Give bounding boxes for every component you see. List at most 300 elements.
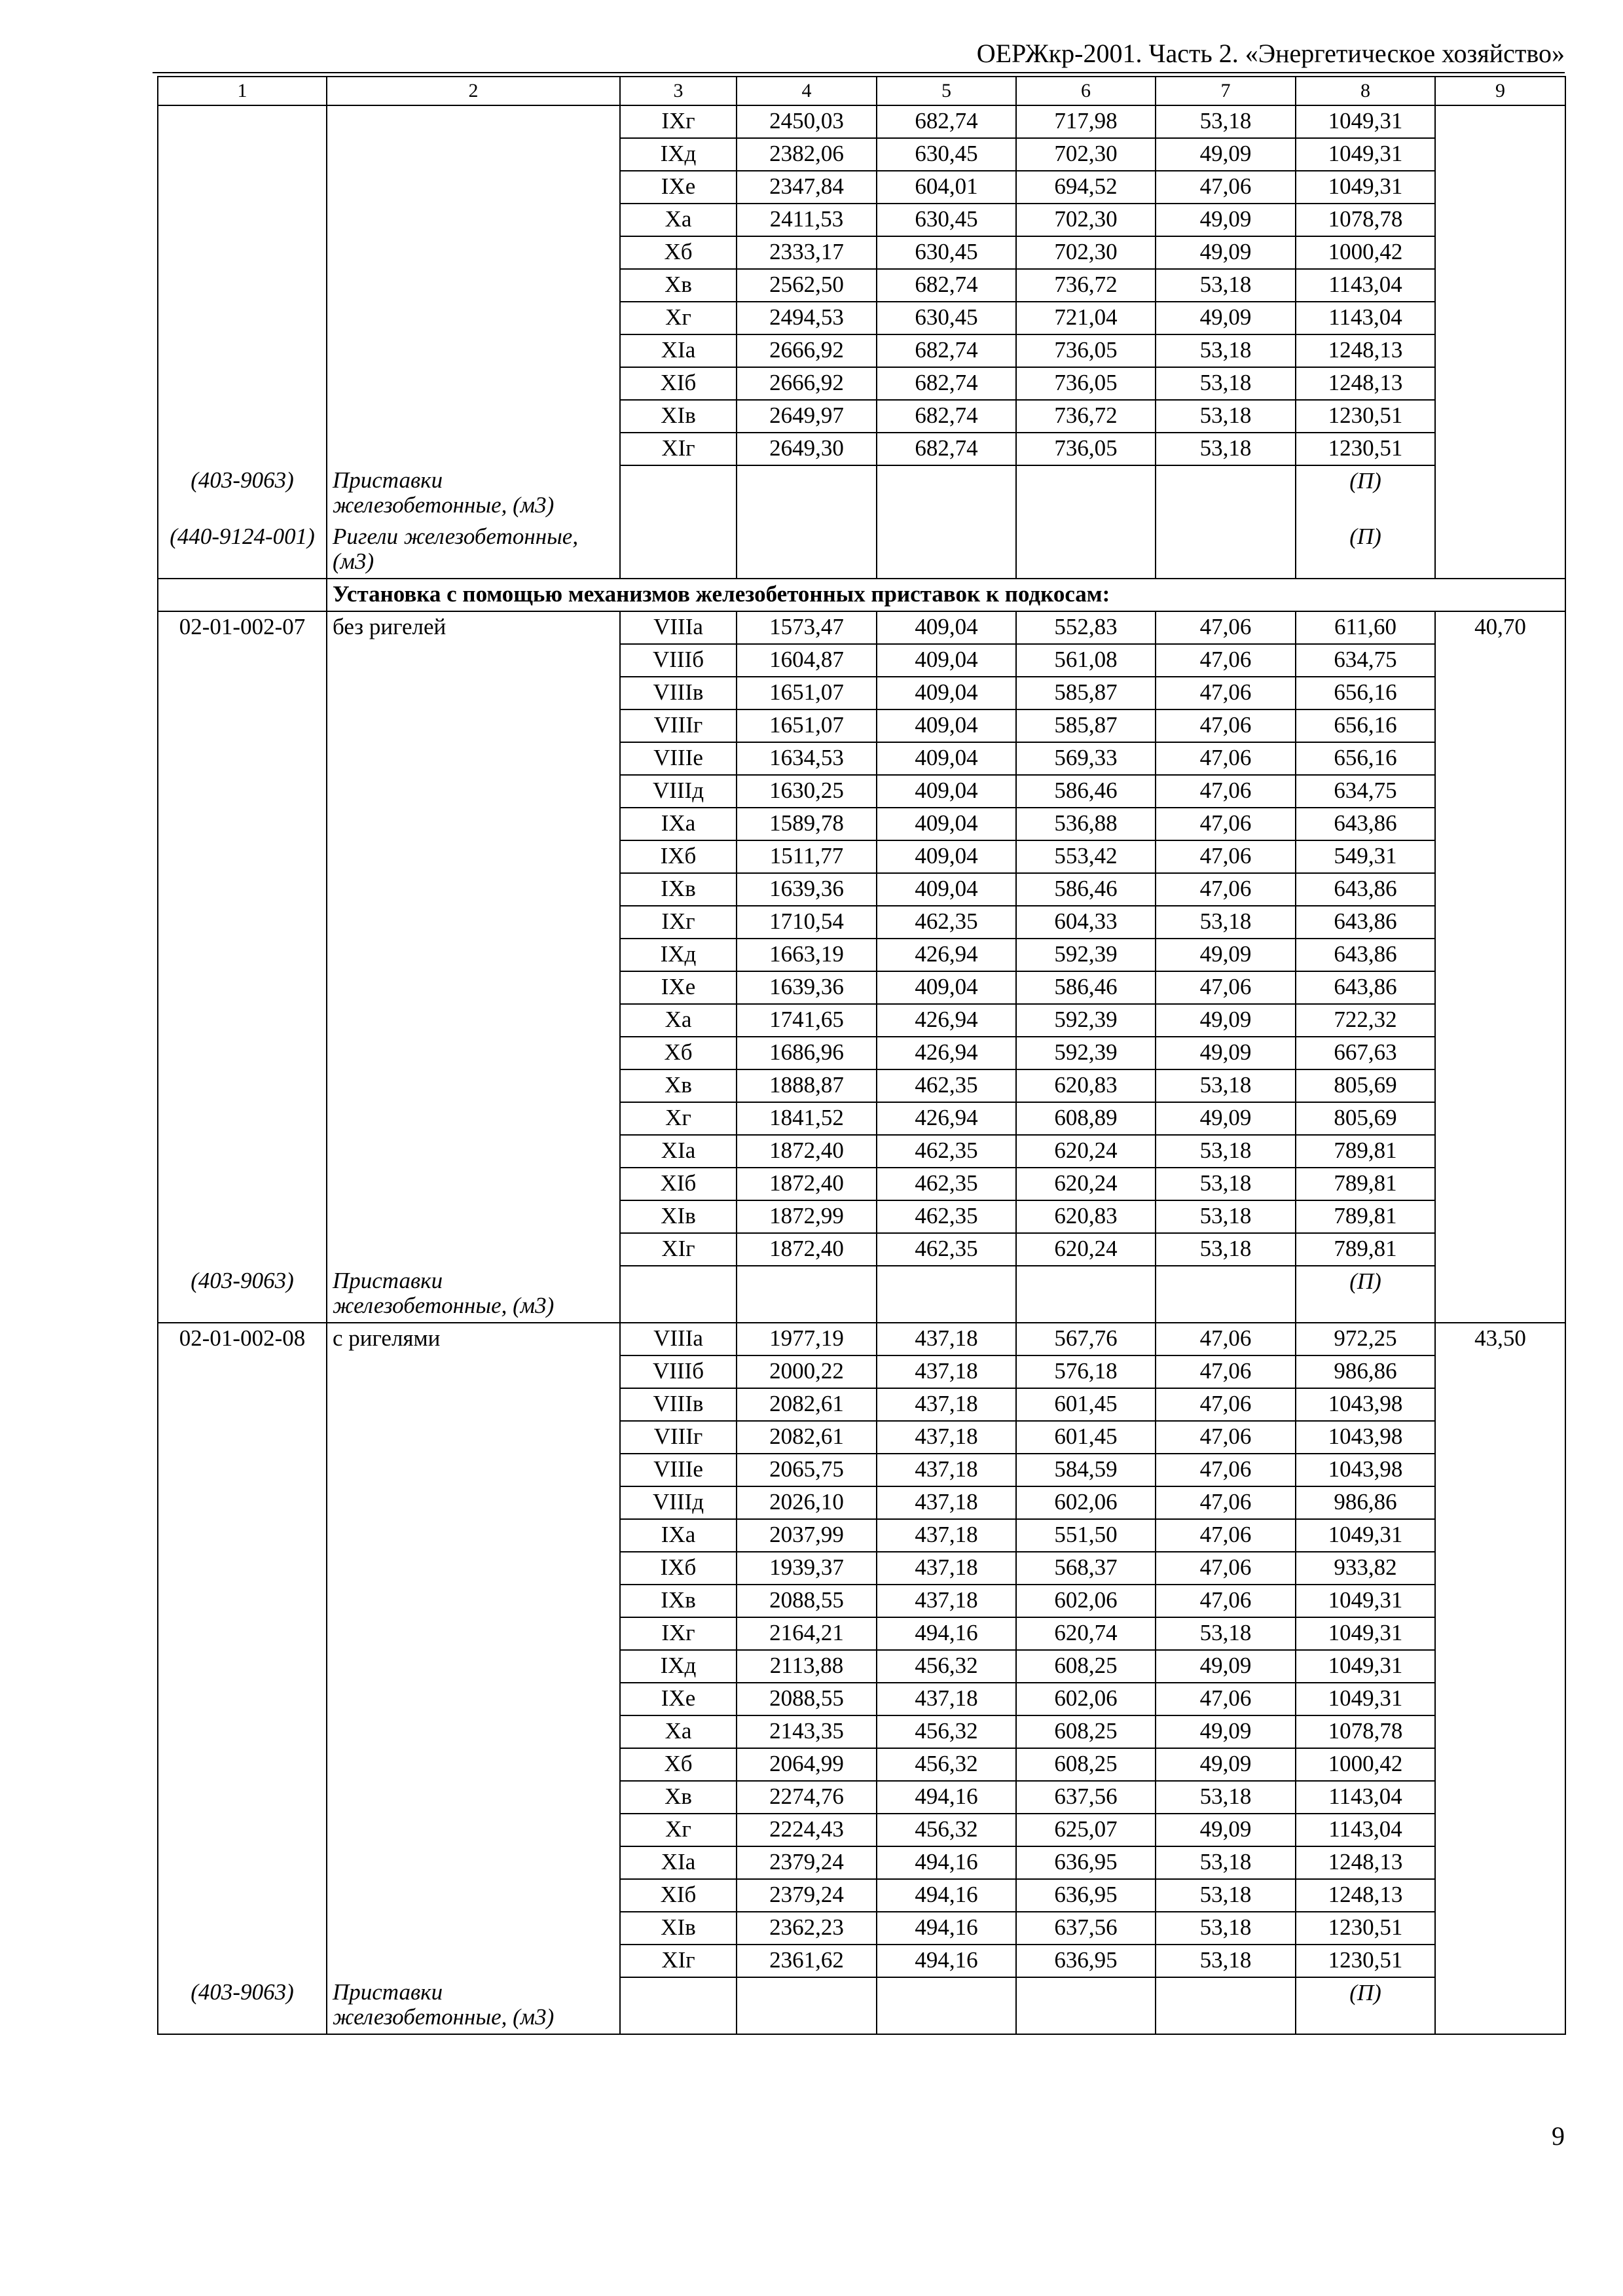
- labor-cost: 630,45: [877, 236, 1016, 269]
- material-cost: 986,86: [1296, 1355, 1435, 1388]
- total-cost: 2064,99: [737, 1748, 877, 1781]
- total-cost: 1639,36: [737, 873, 877, 906]
- column-number: 6: [1016, 77, 1156, 105]
- machine-cost: 717,98: [1016, 105, 1156, 138]
- note-empty-cell: [1016, 1266, 1156, 1323]
- labor-hours-empty: [1435, 367, 1565, 400]
- total-cost: 2347,84: [737, 171, 877, 204]
- material-cost: 1043,98: [1296, 1421, 1435, 1454]
- total-cost: 2164,21: [737, 1617, 877, 1650]
- machine-cost: 702,30: [1016, 236, 1156, 269]
- rate-code-empty: [158, 1519, 327, 1552]
- table-row: [158, 1945, 1565, 1977]
- operator-wage: 47,06: [1156, 775, 1296, 808]
- work-name-empty: [327, 236, 620, 269]
- rate-code-empty: [158, 1814, 327, 1846]
- machine-cost: 736,05: [1016, 334, 1156, 367]
- section-title: Установка с помощью механизмов железобетонных приставок к подкосам:: [327, 579, 1565, 611]
- operator-wage: 53,18: [1156, 1945, 1296, 1977]
- rate-code-empty: [158, 1004, 327, 1037]
- total-cost: 2082,61: [737, 1388, 877, 1421]
- rate-category: Xв: [620, 1781, 737, 1814]
- total-cost: 1511,77: [737, 840, 877, 873]
- table-row: [158, 138, 1565, 171]
- rate-code-empty: [158, 1945, 327, 1977]
- operator-wage: 53,18: [1156, 334, 1296, 367]
- note-empty-cell: [877, 1977, 1016, 2034]
- material-cost: 972,25: [1296, 1323, 1435, 1355]
- total-cost: 2143,35: [737, 1715, 877, 1748]
- rate-category: IXг: [620, 906, 737, 939]
- material-cost: 1049,31: [1296, 1617, 1435, 1650]
- rate-code-empty: [158, 775, 327, 808]
- operator-wage: 53,18: [1156, 433, 1296, 465]
- material-cost: 1143,04: [1296, 1814, 1435, 1846]
- labor-hours-empty: [1435, 1650, 1565, 1683]
- total-cost: 2382,06: [737, 138, 877, 171]
- operator-wage: 49,09: [1156, 939, 1296, 971]
- material-cost: 1078,78: [1296, 204, 1435, 236]
- resource-note-row: [158, 1266, 1565, 1323]
- labor-cost: 630,45: [877, 302, 1016, 334]
- rate-category: IXг: [620, 105, 737, 138]
- labor-cost: 456,32: [877, 1715, 1016, 1748]
- material-cost: 643,86: [1296, 906, 1435, 939]
- operator-wage: 47,06: [1156, 677, 1296, 709]
- table-row: [158, 105, 1565, 138]
- table-row: [158, 1388, 1565, 1421]
- labor-hours-empty: [1435, 840, 1565, 873]
- labor-hours-empty: [1435, 1519, 1565, 1552]
- labor-hours-empty: [1435, 939, 1565, 971]
- labor-cost: 437,18: [877, 1323, 1016, 1355]
- labor-cost: 462,35: [877, 1200, 1016, 1233]
- note-empty-cell: [737, 522, 877, 579]
- material-cost: 634,75: [1296, 775, 1435, 808]
- rate-code-empty: [158, 367, 327, 400]
- table-row: [158, 1454, 1565, 1486]
- material-cost: 656,16: [1296, 742, 1435, 775]
- operator-wage: 47,06: [1156, 1454, 1296, 1486]
- labor-hours-empty: [1435, 1355, 1565, 1388]
- column-number: 1: [158, 77, 327, 105]
- resource-mark: (П): [1296, 522, 1435, 579]
- material-cost: 643,86: [1296, 939, 1435, 971]
- rate-code-empty: [158, 1486, 327, 1519]
- total-cost: 1741,65: [737, 1004, 877, 1037]
- machine-cost: 637,56: [1016, 1781, 1156, 1814]
- rate-code-empty: [158, 1233, 327, 1266]
- resource-mark: (П): [1296, 465, 1435, 522]
- resource-code: (403-9063): [158, 1266, 327, 1323]
- labor-cost: 409,04: [877, 775, 1016, 808]
- rate-category: IXд: [620, 138, 737, 171]
- rate-code-empty: [158, 400, 327, 433]
- rate-code-empty: [158, 1650, 327, 1683]
- rate-code-empty: [158, 1585, 327, 1617]
- labor-hours-empty: [1435, 433, 1565, 465]
- total-cost: 1663,19: [737, 939, 877, 971]
- labor-cost: 630,45: [877, 138, 1016, 171]
- column-number: 9: [1435, 77, 1565, 105]
- labor-hours-empty: [1435, 269, 1565, 302]
- total-cost: 1686,96: [737, 1037, 877, 1069]
- resource-note-row: [158, 522, 1565, 579]
- table-row: [158, 742, 1565, 775]
- rate-category: XIв: [620, 400, 737, 433]
- labor-cost: 494,16: [877, 1879, 1016, 1912]
- material-cost: 667,63: [1296, 1037, 1435, 1069]
- note-empty-cell: [1156, 1266, 1296, 1323]
- table-row: [158, 204, 1565, 236]
- material-cost: 789,81: [1296, 1135, 1435, 1168]
- operator-wage: 47,06: [1156, 971, 1296, 1004]
- table-row: [158, 236, 1565, 269]
- rate-category: XIа: [620, 1135, 737, 1168]
- material-cost: 1143,04: [1296, 302, 1435, 334]
- rate-code-empty: [158, 840, 327, 873]
- rate-code-empty: [158, 1781, 327, 1814]
- labor-hours-empty: [1435, 236, 1565, 269]
- machine-cost: 567,76: [1016, 1323, 1156, 1355]
- table-row: [158, 1135, 1565, 1168]
- labor-hours-empty: [1435, 1102, 1565, 1135]
- machine-cost: 586,46: [1016, 971, 1156, 1004]
- table-row: [158, 1715, 1565, 1748]
- rate-category: IXе: [620, 171, 737, 204]
- rate-category: IXв: [620, 1585, 737, 1617]
- labor-hours-empty: [1435, 1069, 1565, 1102]
- material-cost: 1000,42: [1296, 1748, 1435, 1781]
- table-row: [158, 1323, 1565, 1355]
- total-cost: 1710,54: [737, 906, 877, 939]
- labor-hours-empty: [1435, 1683, 1565, 1715]
- rate-category: XIг: [620, 433, 737, 465]
- labor-hours-empty: [1435, 1388, 1565, 1421]
- rate-category: VIIIг: [620, 709, 737, 742]
- operator-wage: 49,09: [1156, 204, 1296, 236]
- machine-cost: 585,87: [1016, 709, 1156, 742]
- rate-code: 02-01-002-07: [158, 611, 327, 644]
- note-empty-cell: [1156, 522, 1296, 579]
- material-cost: 656,16: [1296, 709, 1435, 742]
- labor-hours-empty: [1435, 1168, 1565, 1200]
- machine-cost: 586,46: [1016, 775, 1156, 808]
- table-row: [158, 873, 1565, 906]
- rate-code-empty: [158, 1454, 327, 1486]
- operator-wage: 47,06: [1156, 1421, 1296, 1454]
- operator-wage: 47,06: [1156, 742, 1296, 775]
- note-empty-cell: [737, 1266, 877, 1323]
- work-name-empty: [327, 1200, 620, 1233]
- table-row: [158, 1650, 1565, 1683]
- table-row: [158, 906, 1565, 939]
- machine-cost: 592,39: [1016, 939, 1156, 971]
- work-name-empty: [327, 1585, 620, 1617]
- column-number: 8: [1296, 77, 1435, 105]
- material-cost: 1248,13: [1296, 1846, 1435, 1879]
- note-empty-cell: [620, 1977, 737, 2034]
- work-name-empty: [327, 840, 620, 873]
- machine-cost: 602,06: [1016, 1585, 1156, 1617]
- labor-cost: 409,04: [877, 709, 1016, 742]
- rate-category: IXе: [620, 971, 737, 1004]
- total-cost: 2065,75: [737, 1454, 877, 1486]
- labor-hours-empty: [1435, 1781, 1565, 1814]
- note-empty-cell: [877, 522, 1016, 579]
- labor-hours-empty: [1435, 1200, 1565, 1233]
- total-cost: 2379,24: [737, 1879, 877, 1912]
- labor-hours-empty: [1435, 873, 1565, 906]
- total-cost: 1573,47: [737, 611, 877, 644]
- operator-wage: 47,06: [1156, 611, 1296, 644]
- work-name-empty: [327, 873, 620, 906]
- total-cost: 2088,55: [737, 1585, 877, 1617]
- rate-category: Xб: [620, 1748, 737, 1781]
- rate-code-empty: [158, 302, 327, 334]
- operator-wage: 53,18: [1156, 1200, 1296, 1233]
- labor-hours-empty: [1435, 1037, 1565, 1069]
- material-cost: 1049,31: [1296, 138, 1435, 171]
- table-row: [158, 677, 1565, 709]
- total-cost: 2649,97: [737, 400, 877, 433]
- labor-hours-empty: [1435, 644, 1565, 677]
- table-row: [158, 1355, 1565, 1388]
- machine-cost: 551,50: [1016, 1519, 1156, 1552]
- rate-category: IXд: [620, 1650, 737, 1683]
- work-name-empty: [327, 302, 620, 334]
- note-empty-cell: [1156, 1977, 1296, 2034]
- rate-category: VIIIб: [620, 1355, 737, 1388]
- operator-wage: 47,06: [1156, 1323, 1296, 1355]
- table-row: [158, 1617, 1565, 1650]
- operator-wage: 47,06: [1156, 1388, 1296, 1421]
- work-name-empty: [327, 1519, 620, 1552]
- table-row: [158, 808, 1565, 840]
- labor-hours-empty: [1435, 1486, 1565, 1519]
- work-name-empty: [327, 1486, 620, 1519]
- total-cost: 1872,40: [737, 1233, 877, 1266]
- total-cost: 2026,10: [737, 1486, 877, 1519]
- work-name: с ригелями: [327, 1323, 620, 1355]
- work-name-empty: [327, 1683, 620, 1715]
- note-empty-cell: [1435, 465, 1565, 522]
- material-cost: 1049,31: [1296, 1650, 1435, 1683]
- labor-cost: 409,04: [877, 611, 1016, 644]
- table-row: [158, 1748, 1565, 1781]
- labor-cost: 409,04: [877, 971, 1016, 1004]
- operator-wage: 47,06: [1156, 1585, 1296, 1617]
- rate-category: Xв: [620, 1069, 737, 1102]
- labor-hours-empty: [1435, 808, 1565, 840]
- machine-cost: 736,72: [1016, 269, 1156, 302]
- table-row: [158, 367, 1565, 400]
- resource-name: Ригели железобетонные, (м3): [327, 522, 620, 579]
- labor-hours-empty: [1435, 677, 1565, 709]
- material-cost: 789,81: [1296, 1200, 1435, 1233]
- labor-cost: 426,94: [877, 939, 1016, 971]
- rate-category: Xа: [620, 1004, 737, 1037]
- machine-cost: 636,95: [1016, 1879, 1156, 1912]
- machine-cost: 620,24: [1016, 1135, 1156, 1168]
- labor-cost: 682,74: [877, 105, 1016, 138]
- resource-name: Приставки железобетонные, (м3): [327, 1266, 620, 1323]
- total-cost: 2113,88: [737, 1650, 877, 1683]
- operator-wage: 49,09: [1156, 1814, 1296, 1846]
- work-name-empty: [327, 269, 620, 302]
- machine-cost: 702,30: [1016, 204, 1156, 236]
- total-cost: 2379,24: [737, 1846, 877, 1879]
- work-name-empty: [327, 367, 620, 400]
- material-cost: 1143,04: [1296, 1781, 1435, 1814]
- rate-category: XIб: [620, 1168, 737, 1200]
- work-name-empty: [327, 1421, 620, 1454]
- material-cost: 1248,13: [1296, 334, 1435, 367]
- material-cost: 1049,31: [1296, 171, 1435, 204]
- labor-hours-empty: [1435, 1748, 1565, 1781]
- labor-hours-empty: [1435, 1552, 1565, 1585]
- table-row: [158, 1552, 1565, 1585]
- table-row: [158, 1233, 1565, 1266]
- operator-wage: 47,06: [1156, 1355, 1296, 1388]
- material-cost: 1230,51: [1296, 1945, 1435, 1977]
- rate-code-empty: [158, 906, 327, 939]
- machine-cost: 561,08: [1016, 644, 1156, 677]
- column-number: 3: [620, 77, 737, 105]
- resource-name: Приставки железобетонные, (м3): [327, 465, 620, 522]
- machine-cost: 620,74: [1016, 1617, 1156, 1650]
- operator-wage: 47,06: [1156, 1683, 1296, 1715]
- rate-code-empty: [158, 742, 327, 775]
- rate-category: IXд: [620, 939, 737, 971]
- operator-wage: 53,18: [1156, 105, 1296, 138]
- labor-hours-empty: [1435, 400, 1565, 433]
- column-number-row: [158, 77, 1565, 105]
- material-cost: 1043,98: [1296, 1454, 1435, 1486]
- rate-category: XIг: [620, 1945, 737, 1977]
- rate-code-empty: [158, 1552, 327, 1585]
- machine-cost: 602,06: [1016, 1486, 1156, 1519]
- labor-cost: 426,94: [877, 1037, 1016, 1069]
- labor-cost: 437,18: [877, 1486, 1016, 1519]
- rate-category: Xг: [620, 1102, 737, 1135]
- table-row: [158, 269, 1565, 302]
- operator-wage: 47,06: [1156, 644, 1296, 677]
- labor-cost: 462,35: [877, 1233, 1016, 1266]
- rate-code-empty: [158, 971, 327, 1004]
- work-name-empty: [327, 709, 620, 742]
- work-name-empty: [327, 1233, 620, 1266]
- machine-cost: 602,06: [1016, 1683, 1156, 1715]
- rate-code: 02-01-002-08: [158, 1323, 327, 1355]
- labor-hours-empty: [1435, 709, 1565, 742]
- rate-code-empty: [158, 1355, 327, 1388]
- work-name-empty: [327, 1168, 620, 1200]
- work-name-empty: [327, 334, 620, 367]
- material-cost: 1043,98: [1296, 1388, 1435, 1421]
- header-rule: [153, 72, 1565, 73]
- rate-category: VIIIв: [620, 1388, 737, 1421]
- total-cost: 2562,50: [737, 269, 877, 302]
- labor-cost: 682,74: [877, 334, 1016, 367]
- machine-cost: 608,25: [1016, 1748, 1156, 1781]
- note-empty-cell: [1435, 1266, 1565, 1323]
- machine-cost: 694,52: [1016, 171, 1156, 204]
- labor-cost: 437,18: [877, 1519, 1016, 1552]
- material-cost: 634,75: [1296, 644, 1435, 677]
- note-empty-cell: [620, 465, 737, 522]
- machine-cost: 637,56: [1016, 1912, 1156, 1945]
- machine-cost: 586,46: [1016, 873, 1156, 906]
- operator-wage: 47,06: [1156, 171, 1296, 204]
- machine-cost: 592,39: [1016, 1004, 1156, 1037]
- operator-wage: 49,09: [1156, 1004, 1296, 1037]
- total-cost: 1604,87: [737, 644, 877, 677]
- work-name: без ригелей: [327, 611, 620, 644]
- material-cost: 789,81: [1296, 1233, 1435, 1266]
- rate-code-empty: [158, 236, 327, 269]
- labor-cost: 682,74: [877, 269, 1016, 302]
- table-row: [158, 1486, 1565, 1519]
- rate-category: VIIIа: [620, 1323, 737, 1355]
- total-cost: 1651,07: [737, 709, 877, 742]
- work-name-empty: [327, 1814, 620, 1846]
- rate-code-empty: [158, 1912, 327, 1945]
- work-name-empty: [327, 1945, 620, 1977]
- operator-wage: 49,09: [1156, 1037, 1296, 1069]
- material-cost: 805,69: [1296, 1069, 1435, 1102]
- material-cost: 789,81: [1296, 1168, 1435, 1200]
- labor-cost: 426,94: [877, 1004, 1016, 1037]
- labor-cost: 682,74: [877, 433, 1016, 465]
- resource-mark: (П): [1296, 1977, 1435, 2034]
- column-number: 5: [877, 77, 1016, 105]
- machine-cost: 608,25: [1016, 1715, 1156, 1748]
- note-empty-cell: [1016, 522, 1156, 579]
- rate-code-empty: [158, 873, 327, 906]
- rate-category: VIIIг: [620, 1421, 737, 1454]
- machine-cost: 601,45: [1016, 1421, 1156, 1454]
- work-name-empty: [327, 1617, 620, 1650]
- material-cost: 1049,31: [1296, 105, 1435, 138]
- rate-code-empty: [158, 269, 327, 302]
- operator-wage: 47,06: [1156, 709, 1296, 742]
- total-cost: 2666,92: [737, 334, 877, 367]
- column-number: 7: [1156, 77, 1296, 105]
- labor-cost: 409,04: [877, 840, 1016, 873]
- rate-code-empty: [158, 1421, 327, 1454]
- rate-code-empty: [158, 138, 327, 171]
- labor-cost: 437,18: [877, 1552, 1016, 1585]
- table-row: [158, 1879, 1565, 1912]
- labor-cost: 456,32: [877, 1748, 1016, 1781]
- total-cost: 2411,53: [737, 204, 877, 236]
- section-title-row: [158, 579, 1565, 611]
- table-row: [158, 1004, 1565, 1037]
- rate-category: XIв: [620, 1200, 737, 1233]
- machine-cost: 552,83: [1016, 611, 1156, 644]
- total-cost: 1939,37: [737, 1552, 877, 1585]
- labor-cost: 437,18: [877, 1355, 1016, 1388]
- labor-cost: 437,18: [877, 1421, 1016, 1454]
- total-cost: 1888,87: [737, 1069, 877, 1102]
- material-cost: 1230,51: [1296, 433, 1435, 465]
- total-cost: 1977,19: [737, 1323, 877, 1355]
- operator-wage: 53,18: [1156, 906, 1296, 939]
- labor-cost: 409,04: [877, 742, 1016, 775]
- rate-code-empty: [158, 709, 327, 742]
- work-name-empty: [327, 1846, 620, 1879]
